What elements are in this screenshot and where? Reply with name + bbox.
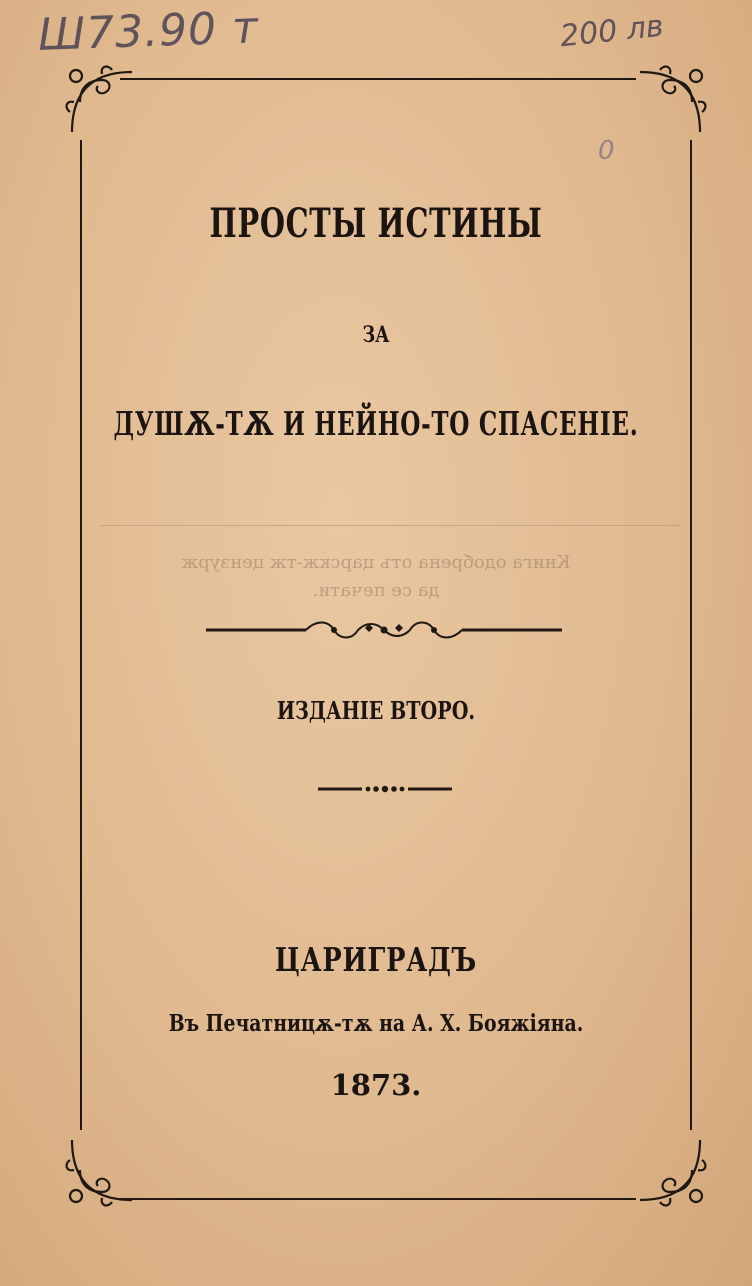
corner-ornament-icon [632,62,710,140]
frame-right-line [690,140,692,1130]
corner-ornament-icon [632,1132,710,1210]
pencil-mark: 0 [598,136,615,166]
catalog-annotation: Ш73.90 т [37,2,260,61]
publication-city: ЦАРИГРАДЪ [274,940,478,979]
book-title: ПРОСТЫ ИСТИНЫ [209,200,543,247]
bleed-through-line: Книга одобрена отъ царскж-тж цензурж [181,552,571,573]
small-divider [318,782,452,796]
frame-top-line [120,78,636,80]
bleed-through-line: да се печати. [312,580,440,601]
publication-year: 1873. [330,1068,422,1102]
frame-left-line [80,140,82,1130]
price-annotation: 200 лв [558,8,666,55]
printer-statement: Въ Печатницѫ-тѫ на А. Х. Бояжіяна. [168,1010,584,1037]
bleed-rule [100,525,680,526]
corner-ornament-icon [62,62,140,140]
corner-ornament-icon [62,1132,140,1210]
title-connector: ЗА [362,322,390,348]
frame-bottom-line [120,1198,636,1200]
edition-statement: ИЗДАНІЕ ВТОРО. [276,696,476,725]
book-subtitle: ДУШѪ-ТѪ И НЕЙНО-ТО СПАСЕНІЕ. [113,404,639,443]
ornamental-divider [206,618,562,642]
